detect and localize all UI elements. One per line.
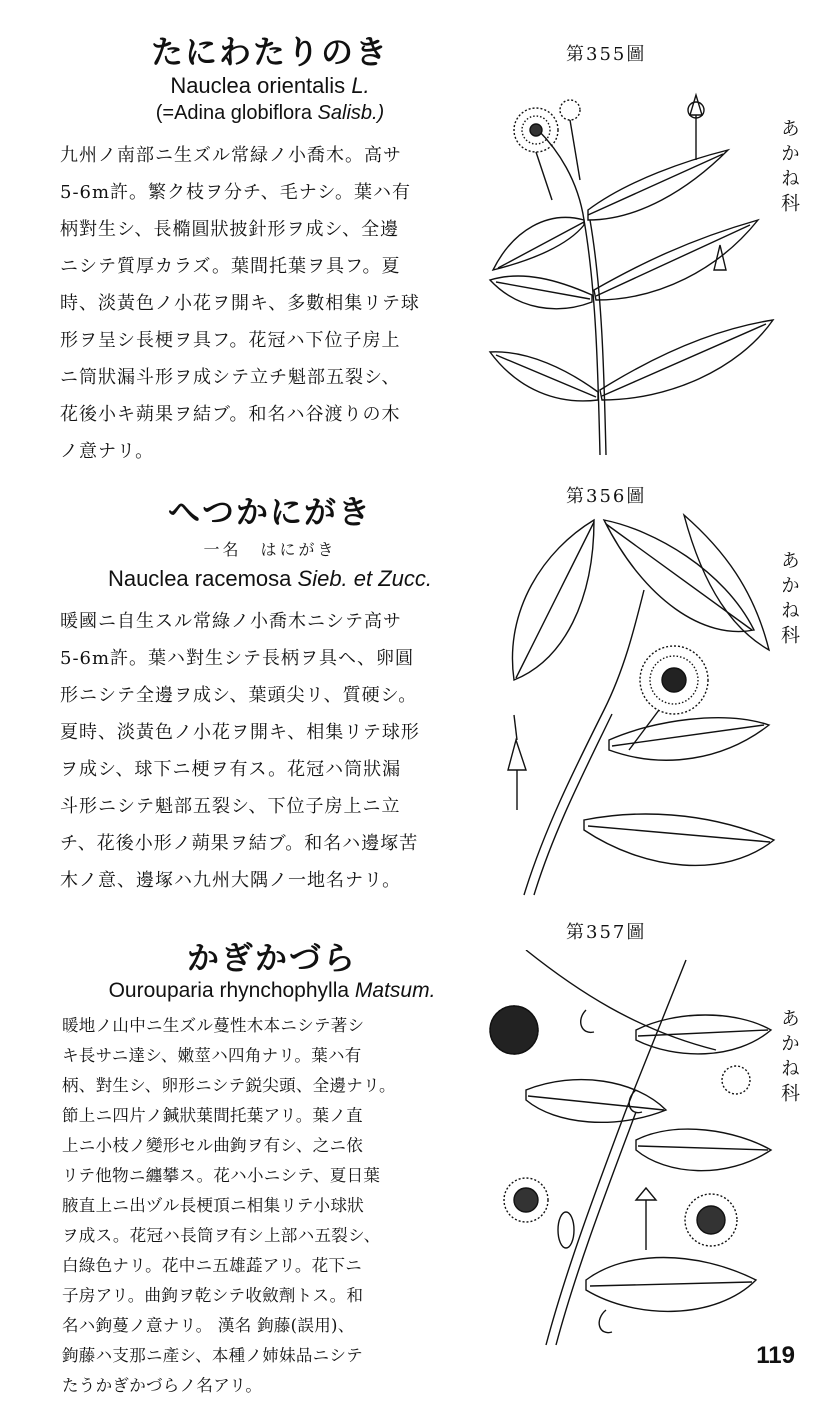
desc-line: 5-6m許。葉ハ對生シテ長柄ヲ具ヘ、卵圓 bbox=[60, 648, 415, 670]
desc-line: たうかぎかづらノ名アリ。 bbox=[62, 1376, 263, 1396]
entry-text bbox=[62, 940, 482, 1401]
desc-line: 暖地ノ山中ニ生ズル蔓性木本ニシテ著シ bbox=[62, 1016, 365, 1036]
desc-line: ノ意ナリ。 bbox=[60, 441, 155, 463]
desc-line: 時、淡黃色ノ小花ヲ開キ、多數相集リテ球 bbox=[60, 293, 420, 315]
desc-line: 形ニシテ全邊ヲ成シ、葉頭尖リ、質硬シ。 bbox=[60, 685, 418, 707]
desc-line: 上ニ小枝ノ變形セル曲鉤ヲ有シ、之ニ依 bbox=[62, 1136, 364, 1156]
entry-357 bbox=[0, 910, 840, 1400]
scientific-name bbox=[62, 977, 482, 1005]
plant-illustration-355 bbox=[488, 70, 778, 460]
plant-illustration-356 bbox=[484, 510, 776, 900]
genus-species: Ourouparia rhynchophylla bbox=[108, 978, 350, 1002]
japanese-name: へつかにがき bbox=[167, 493, 372, 531]
desc-line: 形ヲ呈シ長梗ヲ具フ。花冠ハ下位子房上 bbox=[60, 330, 401, 352]
desc-line: リテ他物ニ纏攀ス。花ハ小ニシテ、夏日葉 bbox=[62, 1166, 381, 1186]
plant-illustration-357 bbox=[486, 950, 776, 1350]
desc-line: 名ハ鉤蔓ノ意ナリ。 漢名 鉤藤(誤用)、 bbox=[62, 1316, 355, 1336]
figure-number: 第357圖 bbox=[566, 922, 647, 943]
genus-species: Nauclea racemosa bbox=[107, 565, 292, 591]
desc-line: 花後小キ蒴果ヲ結ブ。和名ハ谷渡りの木 bbox=[60, 404, 401, 426]
family-label: あかね科 bbox=[778, 1008, 800, 1108]
desc-line: 九州ノ南部ニ生ズル常緑ノ小喬木。高サ bbox=[60, 145, 402, 167]
desc-line: 斗形ニシテ魁部五裂シ、下位子房上ニ立 bbox=[60, 796, 401, 818]
description bbox=[60, 603, 480, 899]
author: L. bbox=[351, 72, 370, 98]
japanese-name: たにわたりのき bbox=[150, 33, 389, 71]
desc-line: 節上ニ四片ノ鍼狀葉間托葉アリ。葉ノ直 bbox=[62, 1106, 363, 1126]
family-label: あかね科 bbox=[778, 118, 800, 218]
entry-356 bbox=[0, 470, 840, 910]
family-label: あかね科 bbox=[778, 550, 800, 650]
desc-line: ニシテ質厚カラズ。葉間托葉ヲ具フ。夏 bbox=[60, 256, 401, 278]
desc-line: 夏時、淡黃色ノ小花ヲ開キ、相集リテ球形 bbox=[60, 722, 420, 744]
alternate-name: 一名 はにがき bbox=[203, 539, 337, 559]
figure-number: 第355圖 bbox=[566, 44, 647, 65]
desc-line: 柄對生シ、長橢圓狀披針形ヲ成シ、全邊 bbox=[60, 219, 400, 241]
author: Matsum. bbox=[354, 978, 436, 1002]
synonym-author: Salisb.) bbox=[317, 102, 385, 125]
author: Sieb. et Zucc. bbox=[297, 565, 433, 591]
desc-line: ヲ成ス。花冠ハ長筒ヲ有シ上部ハ五裂シ、 bbox=[62, 1226, 381, 1246]
desc-line: チ、花後小形ノ蒴果ヲ結ブ。和名ハ邊塚苦 bbox=[60, 833, 419, 855]
desc-line: キ長サニ達シ、嫩莖ハ四角ナリ。葉ハ有 bbox=[62, 1046, 362, 1066]
scientific-name bbox=[60, 71, 480, 101]
description bbox=[62, 1011, 482, 1401]
synonym-name: (=Adina globiflora bbox=[155, 102, 312, 125]
desc-line: 木ノ意、邊塚ハ九州大隅ノ一地名ナリ。 bbox=[60, 870, 402, 892]
desc-line: 腋直上ニ出ヅル長梗頂ニ相集リテ小球狀 bbox=[62, 1196, 365, 1216]
desc-line: 5-6m許。繁ク枝ヲ分チ、毛ナシ。葉ハ有 bbox=[60, 182, 411, 204]
japanese-name: かぎかづら bbox=[186, 939, 357, 977]
figure-number: 第356圖 bbox=[566, 486, 647, 507]
genus-species: Nauclea orientalis bbox=[170, 72, 346, 98]
entry-text bbox=[60, 494, 480, 899]
entry-355 bbox=[0, 0, 840, 470]
desc-line: 白綠色ナリ。花中ニ五雄蕋アリ。花下ニ bbox=[62, 1256, 363, 1276]
desc-line: ヲ成シ、球下ニ梗ヲ有ス。花冠ハ筒狀漏 bbox=[60, 759, 402, 781]
desc-line: 柄、對生シ、卵形ニシテ鋭尖頭、全邊ナリ。 bbox=[62, 1076, 396, 1096]
desc-line: 暖國ニ自生スル常綠ノ小喬木ニシテ高サ bbox=[60, 611, 402, 633]
desc-line: 鉤藤ハ支那ニ產シ、本種ノ姉妹品ニシテ bbox=[62, 1346, 364, 1366]
entry-text bbox=[60, 34, 480, 470]
desc-line: ニ筒狀漏斗形ヲ成シテ立チ魁部五裂シ、 bbox=[60, 367, 401, 389]
description bbox=[60, 137, 480, 470]
synonym bbox=[60, 100, 480, 127]
page-number: 119 bbox=[756, 1342, 795, 1369]
scientific-name bbox=[60, 564, 480, 594]
desc-line: 子房アリ。曲鉤ヲ乾シテ收斂劑トス。和 bbox=[62, 1286, 364, 1306]
